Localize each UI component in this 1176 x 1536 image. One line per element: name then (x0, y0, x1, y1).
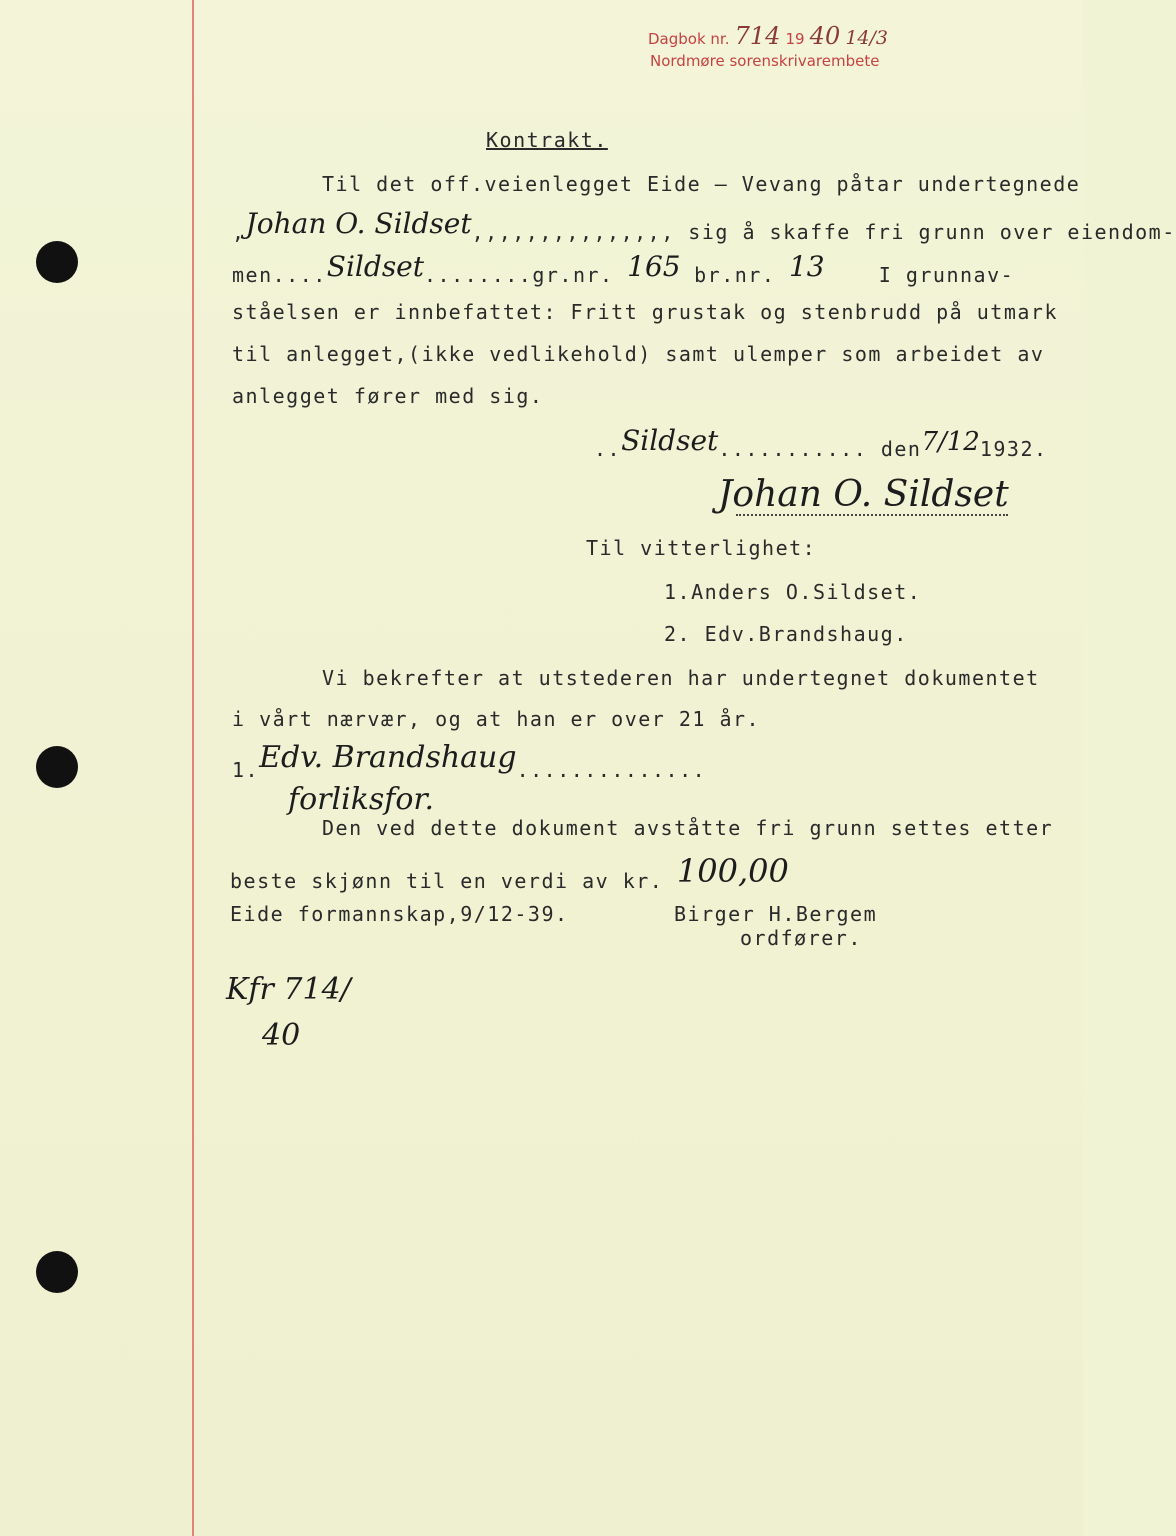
body-line-5: til anlegget,(ikke vedlikehold) samt ulemper som arbeidet av (232, 342, 1045, 366)
grnr-label: gr.nr. (532, 263, 614, 287)
witness-2: 2. Edv.Brandshaug. (664, 622, 908, 646)
registry-stamp (648, 22, 888, 50)
body-line-1: Til det off.veienlegget Eide – Vevang påtar undertegnede (322, 172, 1081, 196)
body-line-6: anlegget fører med sig. (232, 384, 544, 408)
witness-heading: Til vitterlighet: (586, 536, 817, 560)
body-line-2-rest: ,,,,,,,,,,,,,,, sig å skaffe fri grunn over eiendom- (471, 220, 1176, 244)
stamp-year-label: 19 (785, 30, 805, 48)
witness-1: 1.Anders O.Sildset. (664, 580, 922, 604)
confirm-line-2: i vårt nærvær, og at han er over 21 år. (232, 707, 761, 731)
mayor-name: Birger H.Bergem (674, 902, 878, 926)
value-handwritten: 100,00 (676, 852, 789, 890)
margin-note-line-2: 40 (262, 1018, 301, 1053)
margin-note-line-1: Kfr 714/ (226, 972, 351, 1007)
place-date-line: ..Sildset........... den7/121932. (594, 424, 1048, 461)
grnr-handwritten: 165 (627, 250, 681, 283)
confirm-line-3: Den ved dette dokument avståtte fri grunn settes etter (322, 816, 1054, 840)
date-handwritten: 7/12 (921, 427, 980, 457)
confirm-sig-line: 1.Edv. Brandshaug.............. (232, 740, 707, 782)
property-handwritten: Sildset (326, 250, 425, 283)
stamp-dagbok-number: 714 (734, 22, 781, 50)
grantor-name-handwritten: Johan O. Sildset (245, 207, 472, 240)
place-handwritten: Sildset (621, 424, 719, 457)
date-den-label: den (880, 437, 922, 461)
mayor-title: ordfører. (740, 926, 862, 950)
body-line-3-pre: men (232, 263, 273, 287)
grantor-signature: Johan O. Sildset (718, 474, 1009, 515)
confirm-sig-number: 1. (232, 758, 260, 782)
punch-hole (36, 1251, 78, 1293)
body-line-4: ståelsen er innbefattet: Fritt grustak og stenbrudd på utmark (232, 300, 1059, 324)
confirm-line-4 (230, 852, 789, 896)
margin-rule (192, 0, 194, 1536)
body-line-3: men....Sildset........gr.nr. 165 br.nr. 13 I grunnav- (232, 250, 1015, 287)
stamp-dagbok-year: 40 (809, 22, 841, 50)
document-title: Kontrakt. (486, 128, 608, 152)
brnr-label: br.nr. (694, 263, 776, 287)
punch-hole (36, 241, 78, 283)
brnr-handwritten: 13 (788, 250, 825, 283)
signature-dotted-line (736, 514, 1008, 516)
body-line-2-lead: , (232, 220, 246, 244)
confirm-role-handwritten: forliksfor. (288, 782, 435, 817)
body-line-3-post: I grunnav- (878, 263, 1015, 287)
stamp-office: Nordmøre sorenskrivarembete (650, 52, 880, 70)
body-line-2 (232, 207, 1176, 246)
stamp-dagbok-label: Dagbok nr. (648, 30, 730, 48)
date-year: 1932. (979, 437, 1048, 461)
formannskap-line: Eide formannskap,9/12-39. (230, 902, 569, 926)
punch-hole (36, 746, 78, 788)
confirm-line-4-text: beste skjønn til en verdi av kr. (230, 869, 664, 893)
confirm-line-1: Vi bekrefter at utstederen har undertegnet dokumentet (322, 666, 1040, 690)
confirm-signature-handwritten: Edv. Brandshaug (259, 740, 517, 775)
stamp-dagbok-date: 14/3 (845, 27, 888, 49)
